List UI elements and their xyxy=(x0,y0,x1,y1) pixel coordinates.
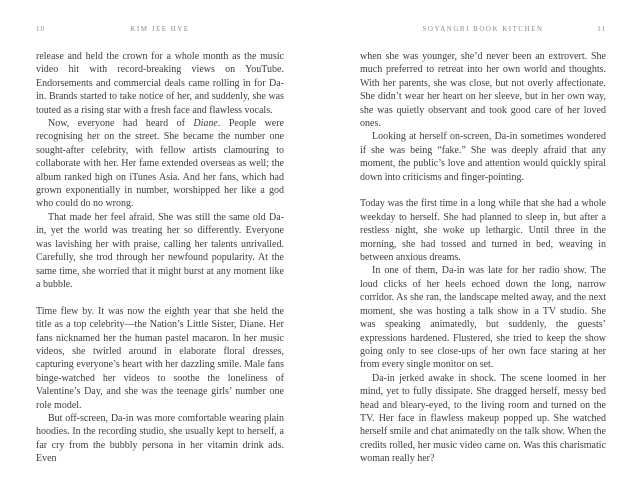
text-segment: Today was the first time in a long while that she had a whole weekday to herself. She had planned to sleep in, but after a restless night, she woke up lethargic. Until three in the morning, she had tossed and turned in bed, weaving in between anxious dreams. xyxy=(360,198,606,264)
paragraph xyxy=(36,211,284,291)
text-segment: Da-in jerked awake in shock. The scene loomed in her mind, yet to fully dissipate. She dragged herself, messy bed head and bleary-eyed, to the living room and turned on the TV. Her face in flawless makeup popped up. She watched herself smile and chat animatedly on the talk show. When the credits rolled, her music video came on. Was this charismatic woman really her? xyxy=(360,372,606,465)
paragraph xyxy=(360,264,606,371)
paragraph xyxy=(360,50,606,130)
paragraph xyxy=(360,197,606,264)
text-segment: . People were recognising her on the street. She became the number one sought-after celebrity, with fellow artists clamouring to collaborate with her. Her fame extended overseas as well; the album ranked high on iTunes Asia. And her fans, which had grown exponentially in number, worshipped her like a god who could do no wrong. xyxy=(36,118,284,210)
text-segment: release and held the crown for a whole month as the music video hit with record-breaking views on YouTube. Endorsements and commercial deals came rolling in for Da-in. Brands started to take notice of her, and suddenly, she was touted as a rising star with a fresh face and flawless vocals. xyxy=(36,51,284,116)
right-page xyxy=(320,0,640,480)
left-page-number: 10 xyxy=(36,25,45,33)
left-page-body-text xyxy=(36,50,284,466)
right-running-header-title: SOYANGRI BOOK KITCHEN xyxy=(422,25,544,33)
text-segment: That made her feel afraid. She was still the same old Da-in, yet the world was treating her so differently. Everyone was lavishing her with praise, calling her talents unrivalled. Carefully, she trod through her newfound popularity. At the same time, she worried that it might burst at any moment like a bubble. xyxy=(36,211,284,290)
text-segment: Looking at herself on-screen, Da-in sometimes wondered if she was being “fake.” She was deeply afraid that any moment, the public’s love and attention would quickly spiral down into criticisms and finger-pointing. xyxy=(360,131,606,183)
paragraph xyxy=(36,412,284,466)
paragraph xyxy=(360,130,606,184)
paragraph xyxy=(36,50,284,117)
text-segment: But off-screen, Da-in was more comfortable wearing plain hoodies. In the recording studio, she usually kept to herself, a far cry from the bubbly persona in her vitamin drink ads. Even xyxy=(36,412,284,465)
left-running-header-title: KIM JEE HYE xyxy=(130,25,190,33)
text-segment: Time flew by. It was now the eighth year that she held the title as a top celebrity—the Nation’s Little Sister, Diane. Her fans nicknamed her the human pastel macaron. In her music videos, she twirled around in elaborate floral dresses, capturing everyone’s heart with her dazzling smile. Male fans binge-watched her videos to soothe the loneliness of Valentine’s Day, and she was the teenage girls’ number one role model. xyxy=(36,305,284,411)
left-running-head xyxy=(36,25,284,35)
text-segment: Now, everyone had heard of xyxy=(48,118,194,130)
text-segment: In one of them, Da-in was late for her radio show. The loud clicks of her heels echoed down the long, narrow corridor. As she ran, the landscape melted away, and the next moment, she was hosting a talk show in a TV studio. She was speaking animatedly, but suddenly, the guests’ expressions hardened. Flustered, she tried to keep the show going only to see close-ups of her own face staring at her from every single monitor on set. xyxy=(360,265,606,371)
right-page-number: 11 xyxy=(597,25,606,33)
paragraph xyxy=(360,372,606,466)
paragraph xyxy=(36,117,284,211)
right-page-body-text xyxy=(360,50,606,466)
italic-text-segment: Diane xyxy=(193,118,218,130)
text-segment: when she was younger, she’d never been an extrovert. She much preferred to retreat into her own world and thoughts. With her parents, she was close, but not overly affectionate. She didn’t wear her heart on her sleeve, but in her own way, she was quietly observant and took good care of her loved ones. xyxy=(360,51,606,130)
paragraph xyxy=(36,305,284,412)
right-running-head xyxy=(360,25,606,35)
